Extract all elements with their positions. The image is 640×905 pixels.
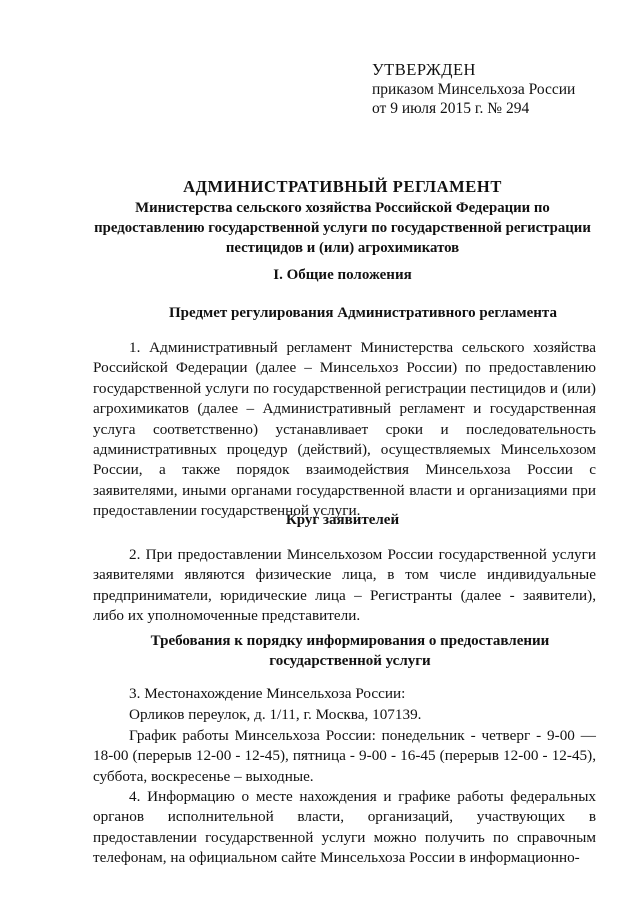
paragraph-3: 3. Местонахождение Минсельхоза России:: [129, 685, 406, 702]
document-title: [90, 176, 595, 258]
paragraph-4: 4. Информацию о месте нахождения и графике работы федеральных органов исполнительной власти, организаций, участвующих в предоставлении государственной услуги можно получить по справочным телефонам, на официальном сайте Минсельхоза России в информационно-: [93, 788, 596, 867]
paragraph-2: 2. При предоставлении Минсельхозом России государственной услуги заявителями являются физические лица, в том числе индивидуальные предприниматели, юридические лица – Регистранты (далее - заявители), либо их уполномоченные представители.: [93, 546, 596, 625]
section-heading-informing: Требования к порядку информирования о предоставлении государственной услуги: [150, 633, 550, 669]
approval-date: от 9 июля 2015 г. № 294: [372, 100, 530, 117]
approval-order: приказом Минсельхоза России: [372, 81, 576, 98]
paragraph-1: 1. Административный регламент Министерства сельского хозяйства Российской Федерации (далее – Минсельхоз России) по предоставлению государственной услуги по государственной регистрации пестицидов и (или) агрохимикатов (далее – Административный регламент и государственная услуга соответственно) устанавливает сроки и последовательность административных процедур (действий), осуществляемых Минсельхозом России, а также порядок взаимодействия Минсельхоза России с заявителями, иными органами государственной власти и организациями при предоставлении государственной услуги.: [93, 339, 596, 520]
section-heading-applicants: Круг заявителей: [285, 512, 400, 528]
section-heading-general: I. Общие положения: [273, 267, 412, 283]
schedule-paragraph: График работы Минсельхоза России: понедельник - четверг - 9-00 — 18-00 (перерыв 12-00 - 12-45), пятница - 9-00 - 16-45 (перерыв 12-00 - 12-45), суббота, воскресенье – выходные.: [93, 727, 596, 785]
section-heading-subject: Предмет регулирования Административного регламента: [169, 305, 557, 321]
approved-label: УТВЕРЖДЕН: [372, 60, 476, 79]
title-main: АДМИНИСТРАТИВНЫЙ РЕГЛАМЕНТ: [183, 177, 502, 196]
address-line: Орликов переулок, д. 1/11, г. Москва, 107139.: [129, 706, 422, 723]
approval-stamp: [372, 60, 575, 118]
title-subtitle: Министерства сельского хозяйства Российской Федерации по предоставлению государственной услуги по государственной регистрации пестицидов и (или) агрохимикатов: [94, 200, 591, 256]
